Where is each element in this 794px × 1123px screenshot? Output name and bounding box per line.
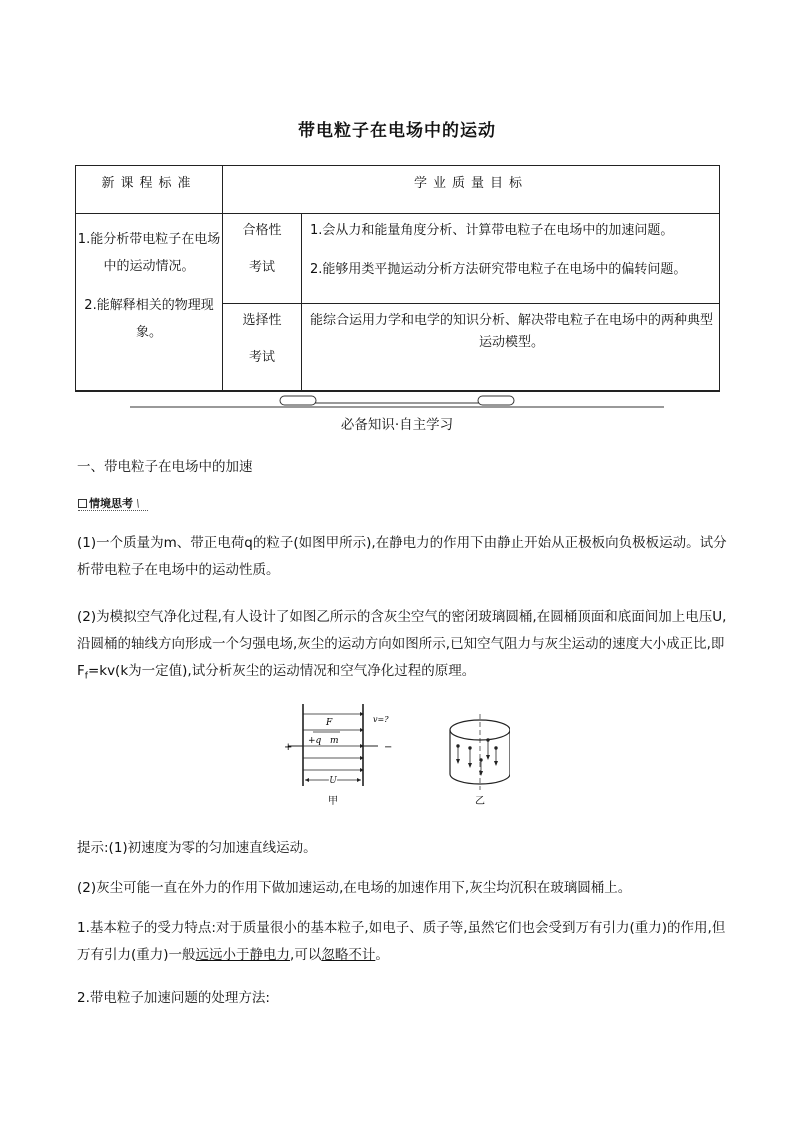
force-label: F	[326, 718, 333, 728]
exam-type-qualifying	[223, 214, 302, 304]
point-1-text-mid: ,可以	[290, 947, 322, 963]
selective-goals	[302, 304, 720, 392]
mass-label: m	[330, 736, 339, 746]
qualifying-goals	[302, 214, 720, 304]
plus-sign: +	[284, 742, 293, 753]
exam-type-label: 考试	[248, 350, 275, 365]
point-1	[77, 915, 727, 969]
exam-type-label: 选择性	[242, 313, 282, 328]
goal-item: 2.能够用类平抛运动分析方法研究带电粒子在电场中的偏转问题。	[310, 262, 687, 277]
hint-2: (2)灰尘可能一直在外力的作用下做加速运动,在电场的加速作用下,灰尘均沉积在玻璃圆桶上。	[77, 880, 632, 896]
scenario-tag	[78, 495, 140, 511]
voltage-label: U	[329, 776, 337, 786]
square-icon	[78, 499, 87, 508]
tag-underline	[78, 510, 148, 511]
question-2-subscript: f	[84, 671, 88, 682]
question-1: (1)一个质量为m、带正电荷q的粒子(如图甲所示),在静电力的作用下由静止开始从正极板向负极板运动。试分析带电粒子在电场中的运动性质。	[77, 535, 727, 578]
point-1-text: 1.基本粒子的受力特点:对于质量很小的基本粒子,如电子、质子等,虽然它们也会受到万有引力(重力)的作用,但万有引力(重力)一般	[77, 920, 726, 963]
section-banner-title: 必备知识·自主学习	[340, 417, 454, 433]
question-2-text-end: =kv(k为一定值),试分析灰尘的运动情况和空气净化过程的原理。	[87, 663, 476, 679]
header-quality-goal: 学业质量目标	[223, 166, 720, 214]
header-curriculum-standard: 新课程标准	[76, 166, 223, 214]
exam-type-selective	[223, 304, 302, 392]
scenario-tag-label: 情境思考	[89, 497, 133, 510]
exam-type-label: 合格性	[242, 223, 282, 238]
goal-item: 1.会从力和能量角度分析、计算带电粒子在电场中的加速问题。	[310, 223, 674, 238]
figure-diagrams	[280, 700, 510, 810]
standard-item: 1.能分析带电粒子在电场中的运动情况。	[77, 232, 221, 274]
standards-list	[76, 214, 223, 392]
section-heading: 一、带电粒子在电场中的加速	[77, 459, 253, 475]
question-2	[77, 604, 727, 691]
question-2-text: (2)为模拟空气净化过程,有人设计了如图乙所示的含灰尘空气的密闭玻璃圆桶,在圆桶顶面和底面间加上电压U,沿圆桶的轴线方向形成一个匀强电场,灰尘的运动方向如图所示,已知空气阻力与灰尘运动的速度大小成正比,即F	[77, 609, 727, 679]
minus-sign: −	[384, 742, 393, 753]
standards-table	[75, 165, 720, 392]
figure-yi	[450, 714, 510, 807]
figure-jia	[284, 704, 392, 807]
standard-item: 2.能解释相关的物理现象。	[84, 298, 214, 340]
slash-icon: \	[136, 496, 140, 510]
charge-label: +q	[308, 736, 322, 746]
figure-label-yi: 乙	[475, 796, 485, 807]
point-2: 2.带电粒子加速问题的处理方法:	[77, 990, 270, 1006]
figure-label-jia: 甲	[328, 796, 338, 807]
page-title: 带电粒子在电场中的运动	[298, 121, 496, 141]
point-1-text-end: 。	[375, 947, 389, 963]
hint-1: 提示:(1)初速度为零的匀加速直线运动。	[77, 840, 317, 856]
point-1-underline-1: 远远小于静电力	[195, 947, 291, 963]
section-banner-ornament	[130, 393, 664, 409]
point-1-underline-2: 忽略不计	[321, 947, 376, 963]
exam-type-label: 考试	[248, 260, 275, 275]
velocity-label: v=?	[373, 715, 389, 724]
goal-item: 能综合运用力学和电学的知识分析、解决带电粒子在电场中的两种典型运动模型。	[310, 313, 714, 350]
